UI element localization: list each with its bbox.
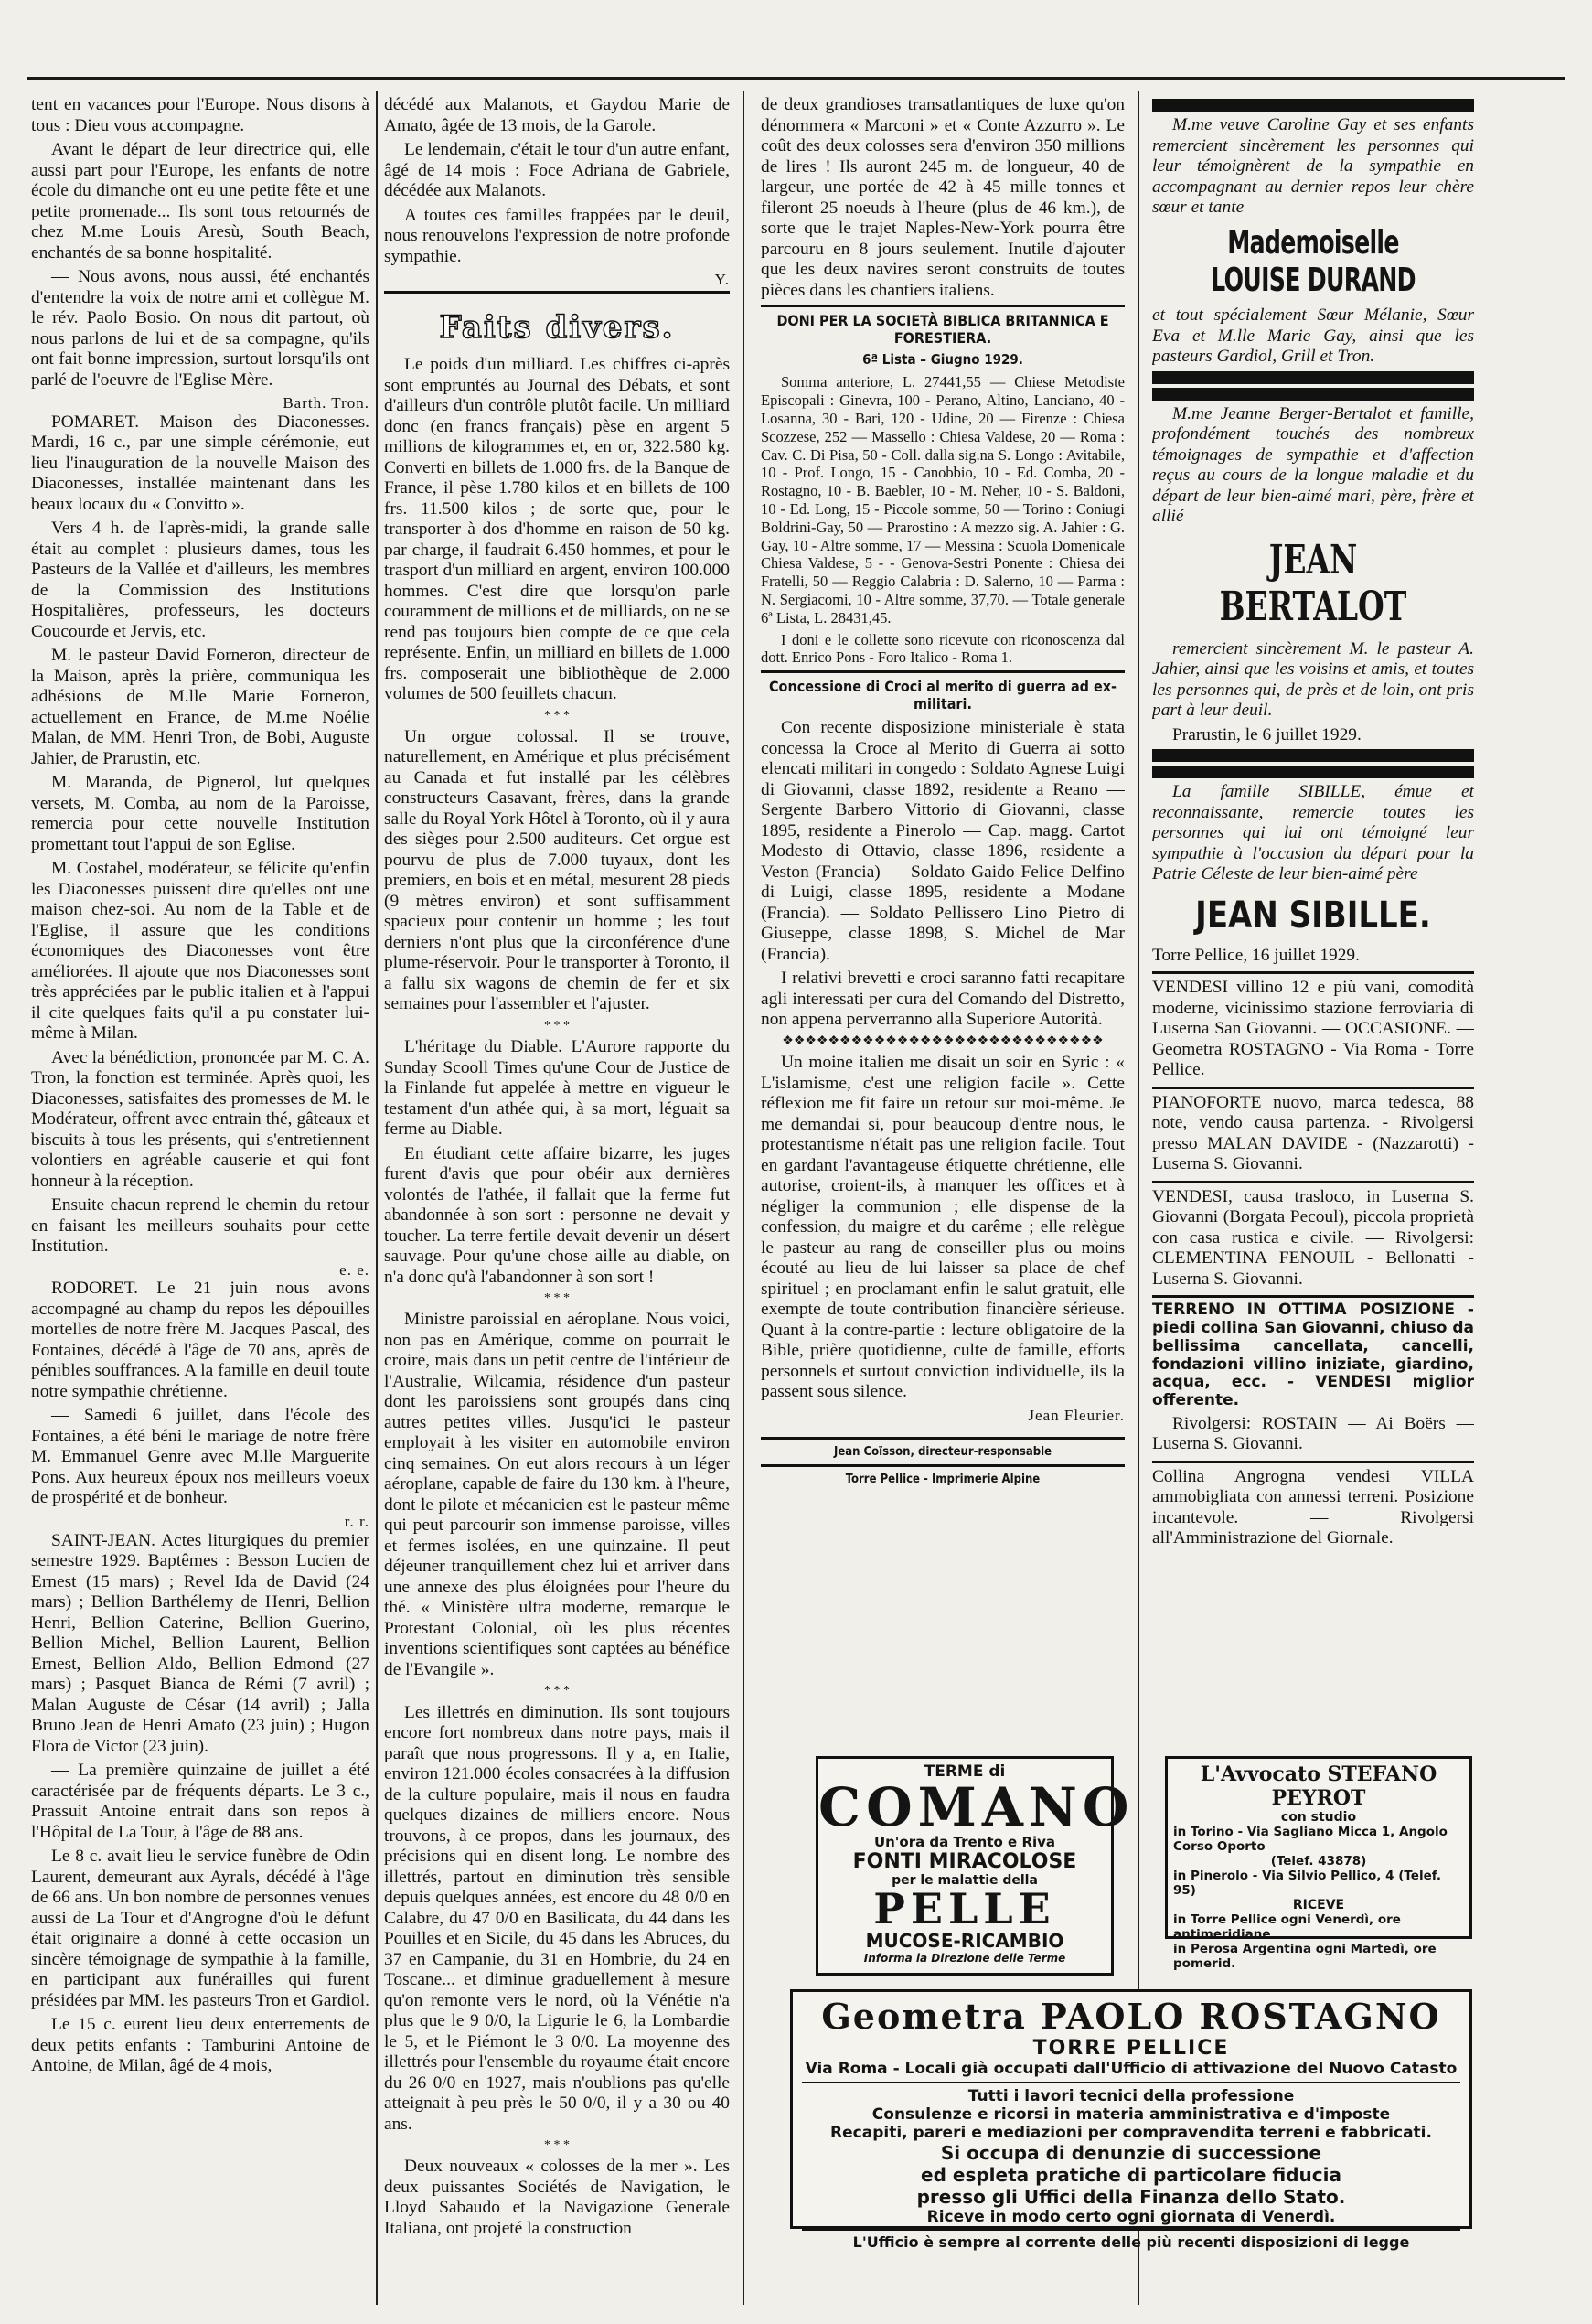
doni-footnote: I doni e le collette sono ricevute con riconoscenza dal dott. Enrico Pons - Foro Italico - Roma 1. — [761, 630, 1125, 667]
classified-ad — [1152, 1087, 1474, 1175]
divider — [802, 2229, 1460, 2231]
article-paragraph: Avant le départ de leur directrice qui, elle aussi part pour l'Europe, les enfants de notre école du dimanche ont eu une petite fête et une petite promenade... Ils sont tous retournés de chez M.me Louis Aresù, South Beach, enchantés de sa bonne hospitalité. — [31, 140, 369, 262]
black-bar — [1152, 749, 1474, 762]
ad-text: VENDESI, causa trasloco, in Luserna S. Giovanni (Borgata Pecoul), piccola proprietà con casa rustica e civile. — Rivolgersi: CLEMENTINA FENOUIL - Bellonatti - Luserna S. Giovanni. — [1152, 1186, 1474, 1289]
ad-line: con studio — [1280, 1810, 1357, 1825]
ad-text: PIANOFORTE nuovo, marca tedesca, 88 note, vendo causa partenza. - Rivolgersi presso MALAN DAVIDE - (Nazzarotti) - Luserna S. Giovanni. — [1152, 1092, 1474, 1174]
divider — [761, 1464, 1125, 1467]
ad-line: FONTI MIRACOLOSE — [852, 1850, 1077, 1873]
separator-stars: * * * — [544, 708, 570, 723]
column-3 — [761, 95, 1125, 1737]
ad-line: in Torino - Via Sagliano Micca 1, Angolo Corso Oporto — [1173, 1825, 1448, 1854]
article-paragraph: Le 15 c. eurent lieu deux enterrements de deux petits enfants : Tamburini Antoine de Antoine, de Milan, âgé de 4 mois, — [31, 2015, 369, 2076]
imprint-director: Jean Coïsson, directeur-responsable — [833, 1445, 1052, 1460]
column-2 — [384, 95, 730, 2308]
ad-line: COMANO — [818, 1776, 1135, 1838]
signature: Y. — [714, 271, 730, 288]
ad-line: Consulenze e ricorsi in materia amministrativa e d'imposte — [871, 2105, 1391, 2124]
ad-line: in Torre Pellice ogni Venerdì, ore antimeridiane — [1173, 1912, 1401, 1942]
news-item: Deux nouveaux « colosses de la mer ». Les deux puissantes Sociétés de Navigation, le Lloyd Sabaudo et la Navigazione Generale Italiana, ont projeté la construction — [384, 2157, 730, 2238]
doni-title: DONI PER LA SOCIETÀ BIBLICA BRITANNICA E FORESTIERA. — [776, 312, 1109, 347]
classified-ad — [1152, 1295, 1474, 1454]
ad-line: L'Ufficio è sempre al corrente delle più recenti disposizioni di legge — [852, 2233, 1410, 2251]
ad-line: in Pinerolo - Via Silvio Pellico, 4 (Telef. 95) — [1173, 1869, 1442, 1898]
notice-text: M.me Jeanne Berger-Bertalot et famille, profondément touchés des nombreux témoignages de sympathie et d'affection reçus au cours de la longue maladie et du départ de leur bien-aimé mari, père, frère et allié — [1152, 403, 1474, 526]
article-paragraph: Con recente disposizione ministeriale è stata concessa la Croce al Merito di Guerra ai sotto elencati militari in congedo : Soldato Agnese Luigi di Giovanni, classe 1892, residente a Reano — Sergente Barbero Vittorio di Giovanni, classe 1895, residente a Pinerolo — Cap. magg. Cartot Modesto di Ottavio, classe 1896, residente a Veston (Francia) — Soldato Gaido Felice Delfino di Luigi, classe 1895, residente a Modane (Francia). — Soldato Pellissero Lino Pietro di Giuseppe, classe 1898, S. Michel de Mar (Francia). — [761, 718, 1125, 964]
ad-line: PELLE — [873, 1884, 1056, 1933]
comano-ad — [816, 1756, 1135, 1976]
article-paragraph: M. Costabel, modérateur, se félicite qu'enfin les Diaconesses puissent dire qu'elles ont une maison chez-soi. Au nom de la Table et de l'Eglise, il assure que les conditions économiques des Diaconesses vont être améliorées. Il ajoute que nos Diaconesses sont très appréciées par le public italien et à l'appui il cite quelques faits qu'il a pu constater lui-même à Milan. — [31, 859, 369, 1044]
ad-line: MUCOSE-RICAMBIO — [865, 1930, 1064, 1952]
article-paragraph: — Samedi 6 juillet, dans l'école des Fontaines, a été béni le mariage de notre frère M. Emmanuel Genre avec M.lle Marguerite Pons. Aux heureux époux nos meilleurs voeux de prospérité et de bonheur. — [31, 1406, 369, 1508]
separator-stars: * * * — [544, 1018, 570, 1033]
article-paragraph: Ensuite chacun reprend le chemin du retour en faisant les meilleurs souhaits pour cette Institution. — [31, 1195, 369, 1257]
notice-text: La famille SIBILLE, émue et reconnaissante, remercie toutes les personnes qui lui ont témoigné leur sympathie à l'occasion du départ pour la Patrie Céleste de leur bien-aimé père — [1152, 782, 1474, 884]
ad-text: Rivolgersi: ROSTAIN — Ai Boërs — Luserna S. Giovanni. — [1152, 1413, 1474, 1454]
croci-title: Concessione di Croci al merito di guerra ad ex-militari. — [768, 678, 1117, 712]
divider — [384, 291, 730, 294]
news-item: Le poids d'un milliard. Les chiffres ci-après sont empruntés au Journal des Débats, et sont d'ailleurs d'un contrôle plutôt facile. Un milliard donc (en francs français) pèse en argent 5 millions de kilogrammes et, en or, 322.580 kg. Converti en billets de 1.000 frs. de la Banque de France, il pèse 1.780 kilos et en billets de 100 frs. 11.500 kilos ; de sorte que, pour le transporter à dos d'homme en raison de 50 kg. par charge, il faudrait 6.450 hommes, et pour le trasport d'un milliard en argent, environ 100.000 hommes. C'est dire que lorsqu'on parle couramment de millions et de milliards, on ne se rend pas toujours bien compte de ce que cela représente. Enfin, un milliard en billets de 1.000 frs. composerait une bibliothèque de 2.000 volumes de 500 feuillets chacun. — [384, 355, 730, 704]
top-rule — [27, 77, 1565, 80]
ad-line: Riceve in modo certo ogni giornata di Venerdì. — [926, 2208, 1336, 2226]
ad-line: Recapiti, pareri e mediazioni per compravendita terreni e fabbricati. — [830, 2124, 1432, 2142]
article-paragraph: SAINT-JEAN. Actes liturgiques du premier semestre 1929. Baptêmes : Besson Lucien de Ernest (15 mars) ; Revel Ida de David (24 mars) ; Bellion Barthélemy de Henri, Bellion Henri, Bellion Caterine, Bellion Guerino, Bellion Michel, Bellion Laurent, Bellion Ernest, Bellion Aldo, Bellion Edmond (27 mars) ; Pasquet Bianca de Rémi (7 avril) ; Malan Auguste de César (14 avril) ; Jalla Bruno Jean de Henri Amato (23 juin) ; Hugon Flora de Victor (23 juin). — [31, 1530, 369, 1756]
signature: Jean Fleurier. — [1028, 1406, 1125, 1424]
ad-line: Si occupa di denunzie di successione — [940, 2142, 1322, 2164]
article-paragraph: POMARET. Maison des Diaconesses. Mardi, 16 c., par une simple cérémonie, eut lieu l'inauguration de la nouvelle Maison des Diaconesses, installée maintenant dans les beaux locaux du « Convitto ». — [31, 412, 369, 514]
signature: Barth. Tron. — [283, 394, 369, 412]
classified-ad — [1152, 1461, 1474, 1549]
doni-subtitle: 6ª Lista – Giugno 1929. — [862, 351, 1023, 369]
divider — [761, 305, 1125, 307]
article-paragraph: M. Maranda, de Pignerol, lut quelques versets, M. Comba, au nom de la Paroisse, remercia pour cette nouvelle Institution promettant tout l'appui de son Eglise. — [31, 773, 369, 854]
divider — [761, 670, 1125, 673]
black-bar — [1152, 766, 1474, 778]
news-item: Ministre paroissial en aéroplane. Nous voici, non pas en Amérique, comme on pourrait le croire, mais dans un petit centre de l'intérieur de l'Australie, Wilcamia, résidence d'un pasteur dont les paroissiens sont groupés dans cinq autres petites villes. Jusqu'ici le pasteur employait à les visiter en automobile environ cinq semaines. On eut alors recours à un léger aéroplane, capable de faire du 130 km. à l'heure, dont le pilote et mécanicien est le pasteur même qui peut parcourir son immense paroisse, villes et fermes isolées, en une quinzaine. Il peut déjeuner tranquillement chez lui et arriver dans une annexe des plus éloignées pour l'heure du thé. « Ministère ultra moderne, remarque le Protestant Colonial, où les plus récentes inventions scientifiques sont captées au bénéfice de l'Evangile ». — [384, 1310, 730, 1679]
ad-line: Geometra PAOLO ROSTAGNO — [821, 1996, 1441, 2037]
separator-stars: * * * — [544, 1291, 570, 1306]
news-item: Un orgue colossal. Il se trouve, naturellement, en Amérique et plus précisément au Canada et fut installé par les célèbres constructeurs Casavant, frères, dans la grande salle du Royal York Hôtel à Toronto, où il y aura des sièges pour 2.500 auditeurs. Cet orgue est pourvu de plus de 7.000 tuyaux, dont les premiers, en bois et en métal, mesurent 28 pieds (9 mètres environ) et sont suffisamment spacieux pour contenir un homme ; les tout derniers n'ont plus que la circonférence d'une plume-réservoir. Pour le transporter à Toronto, il a fallu six wagons de chemin de fer et six semaines pour l'assembler et l'ajuster. — [384, 726, 730, 1014]
black-bar — [1152, 388, 1474, 401]
ad-text: VENDESI villino 12 e più vani, comodità moderne, vicinissimo stazione ferroviaria di Luserna San Giovanni. — OCCASIONE. — Geometra ROSTAGNO - Via Roma - Torre Pellice. — [1152, 978, 1474, 1080]
rostagno-ad — [790, 1989, 1472, 2251]
article-paragraph: Avec la bénédiction, prononcée par M. C. A. Tron, la fonction est terminée. Après quoi, les Diaconesses, satisfaites des promesses de M. le Modérateur, offrent avec entrain thé, gâteaux et biscuits à tous les présents, qui s'entretiennent volontiers en agréable causerie et qui font honneur à la réception. — [31, 1047, 369, 1191]
news-item: L'héritage du Diable. L'Aurore rapporte du Sunday Scooll Times qu'une Cour de Justice de la Finlande fut appelée à mettre en vigueur le testament d'un athée qui, à sa mort, léguait sa ferme au Diable. — [384, 1037, 730, 1140]
ad-line: Via Roma - Locali già occupati dall'Ufficio di attivazione del Nuovo Catasto — [805, 2060, 1458, 2078]
peyrot-ad — [1165, 1756, 1472, 1971]
signature: r. r. — [344, 1512, 369, 1530]
article-paragraph: RODORET. Le 21 juin nous avons accompagné au champ du repos les dépouilles mortelles de notre frère M. Jacques Pascal, des Fontaines, décédé à l'âge de 70 ans, après de pénibles souffrances. A la famille en deuil toute notre sympathie chrétienne. — [31, 1279, 369, 1401]
article-paragraph: — Nous avons, nous aussi, été enchantés d'entendre la voix de notre ami et collègue M. le rév. Paolo Bosio. On nous dit partout, où nous parlons de lui et de sa compagne, qu'ils ont fait bonne impression, surtout lorsqu'ils ont parlé de l'oeuvre de l'Eglise Mère. — [31, 267, 369, 390]
column-rule — [1138, 91, 1139, 2305]
notice-text: et tout spécialement Sœur Mélanie, Sœur Eva et M.lle Marie Gay, ainsi que les pasteurs Gardiol, Grill et Tron. — [1152, 305, 1474, 366]
ad-line: per le malattie della — [892, 1873, 1038, 1888]
notice-name: JEAN BERTALOT — [1219, 536, 1407, 630]
article-paragraph: M. le pasteur David Forneron, directeur de la Maison, après la prière, communiqua les adhésions de M.lle Marie Forneron, actuellement en France, de M.me Noélie Malan, de MM. Henri Tron, de Bobi, Auguste Jahier, de Prarustin, etc. — [31, 646, 369, 768]
article-paragraph: décédé aux Malanots, et Gaydou Marie de Amato, âgée de 13 mois, de la Garole. — [384, 95, 730, 135]
separator-stars: * * * — [544, 1684, 570, 1698]
ornamental-divider: ❖❖❖❖❖❖❖❖❖❖❖❖❖❖❖❖❖❖❖❖❖❖❖❖❖❖❖❖ — [782, 1033, 1104, 1048]
classified-ad — [1152, 971, 1474, 1081]
black-bar — [1152, 371, 1474, 384]
divider — [761, 1437, 1125, 1440]
notice-text: M.me veuve Caroline Gay et ses enfants remercient sincèrement les personnes qui leur témoignèrent de la sympathie en accompagnant au dernier repos leur chère sœur et tante — [1152, 115, 1474, 217]
imprint-printer: Torre Pellice - Imprimerie Alpine — [845, 1473, 1041, 1487]
article-paragraph: A toutes ces familles frappées par le deuil, nous renouvelons l'expression de notre profonde sympathie. — [384, 205, 730, 266]
ad-line: Informa la Direzione delle Terme — [863, 1952, 1066, 1965]
ad-line: presso gli Uffici della Finanza dello Stato. — [916, 2186, 1346, 2208]
article-paragraph: tent en vacances pour l'Europe. Nous disons à tous : Dieu vous accompagne. — [31, 95, 369, 135]
article-paragraph: I relativi brevetti e croci saranno fatti recapitare agli interessati per cura del Comando del Distretto, non appena perverranno alla Superiore Autorità. — [761, 969, 1125, 1030]
section-title: Faits divers. — [439, 308, 675, 346]
notice-date: Prarustin, le 6 juillet 1929. — [1172, 724, 1362, 744]
ad-line: (Telef. 43878) — [1270, 1854, 1367, 1869]
doni-list: Somma anteriore, L. 27441,55 — Chiese Metodiste Episcopali : Ginevra, 100 - Perano, Altino, Lanciano, 40 - Losanna, 30 - Bari, 120 - Udine, 20 — Firenze : Chiesa Scozzese, 252 — Massello : Chiesa Valdese, 20 — Roma : Cav. C. Di Pisa, 50 - Coll. dalla sig.na S. Longo : Avitabile, 10 - Prof. Longo, 15 - Canobbio, 10 - Ed. Comba, 20 - Rostagno, 10 - B. Baebler, 10 - M. Neher, 10 - S. Baldoni, 10 - Ed. Long, 15 - Piccole somme, 50 — Torino : Coniugi Boldrini-Gay, 50 — Prarostino : A mezzo sig. A. Jahier : G. Gay, 10 - Altre somme, 17 — Messina : Scuola Domenicale Chiesa Valdese, 5 - - Genova-Sestri Ponente : Chiesa dei Fratelli, 50 — Reggio Calabria : D. Salerno, 10 — Parma : N. Sergiacomi, 10 - Altre somme, 37,70. — Totale generale 6ª Lista, L. 28431,45. — [761, 373, 1125, 627]
column-rule — [743, 91, 744, 2305]
signature: e. e. — [339, 1260, 369, 1279]
column-rule — [376, 91, 378, 2305]
article-paragraph: Le 8 c. avait lieu le service funèbre de Odin Laurent, demeurant aux Ayrals, décédé à l'âge de 66 ans. Un bon nombre de personnes venues aussi de La Tour et d'Angrogne d'où le défunt était originaire a donné à cette occasion un sincère témoignage de sympathie à la famille, en participant aux funérailles qui furent présidées par MM. les pasteurs Tron et Gardiol. — [31, 1847, 369, 2010]
notice-name: Mademoiselle LOUISE DURAND — [1211, 223, 1416, 300]
article-paragraph: Un moine italien me disait un soir en Syric : « L'islamisme, c'est une religion facile ». Cette réflexion me fit faire un retour sur moi-même. Je me demandai si, pour beaucoup d'entre nous, le protestantisme n'était pas une religion facile. Tout en gardant l'avantageuse étiquette chrétienne, elle autorise, croient-ils, à manquer les offices et à négliger la communion ; elle dispense de la confession, du maigre et du carême ; elle relègue le pasteur au rang de conseiller plus ou moins écouté au lieu de lui laisser sa place de chef spirituel ; en proclamant enfin le salut gratuit, elle exempte de toute contribution financière sérieuse. Quant à la contre-partie : lecture obligatoire de la Bible, prière quotidienne, culte de famille, efforts personnels et surtout conviction individuelle, ils la passent sous silence. — [761, 1053, 1125, 1402]
column-4 — [1152, 95, 1474, 1604]
ad-line: Tutti i lavori tecnici della professione — [967, 2087, 1295, 2105]
notice-name: JEAN SIBILLE. — [1195, 894, 1431, 937]
divider — [802, 2082, 1460, 2083]
article-paragraph: Vers 4 h. de l'après-midi, la grande salle était au complet : plusieurs dames, tous les Pasteurs de la Vallée et d'ailleurs, les membres de la Commission des Institutions Hospitalières, professeurs, les docteurs Coucourde et Jervis, etc. — [31, 519, 369, 641]
ad-line: RICEVE — [1292, 1898, 1345, 1912]
ad-text: Collina Angrogna vendesi VILLA ammobigliata con annessi terreni. Posizione incantevole. — Rivolgersi all'Amministrazione del Giornale. — [1152, 1466, 1474, 1548]
ad-line: L'Avvocato STEFANO PEYROT — [1200, 1762, 1437, 1810]
column-1 — [31, 95, 369, 2308]
ad-line: TORRE PELLICE — [1032, 2037, 1230, 2060]
news-item: En étudiant cette affaire bizarre, les juges furent d'avis que pour obéir aux dernières volontés de l'athée, il fallait que la ferme fut abandonnée à son sort : personne ne devait y toucher. La terre fertile devait devenir un désert sauvage. Pour qu'une chose aille au diable, on n'a donc qu'à l'abandonner à son sort ! — [384, 1143, 730, 1287]
separator-stars: * * * — [544, 2138, 570, 2153]
ad-line: TERME di — [924, 1762, 1006, 1781]
notice-text: remercient sincèrement M. le pasteur A. Jahier, ainsi que les voisins et amis, et toutes les personnes qui, de près et de loin, ont pris part à leur deuil. — [1152, 638, 1474, 721]
ad-line: ed espleta pratiche di particolare fiducia — [921, 2164, 1341, 2186]
news-item: Les illettrés en diminution. Ils sont toujours encore fort nombreux dans notre pays, mais il paraît que nous progressons. Il y a, en Italie, environ 121.000 écoles consacrées à la diffusion de la culture populaire, mais il nous en faudra quelques dizaines de milliers encore. Nous trouvons, à ce propos, dans les journaux, des précisions qui en disent long. Le nombre des illettrés, partout en diminution très sensible depuis quelques années, est encore du 48 0/0 en Calabre, du 47 0/0 en Basilicata, du 44 dans les Pouilles et en Sicile, du 45 dans les Abruces, du 37 en Campanie, du 31 en Hombrie, du 24 en Toscane... et diminue graduellement à mesure qu'on remonte vers le nord, où la Vénétie n'a plus que le 9 0/0, la Ligurie le 6, la Lombardie le 5, et le Piémont le 3 0/0. La moyenne des illettrés pour l'ensemble du royaume était encore du 26 0/0 en 1927, mais n'oublions pas qu'elle atteignait à peu près le 50 0/0, il y a 30 ou 40 ans. — [384, 1702, 730, 2134]
ad-line: in Perosa Argentina ogni Martedì, ore pomerid. — [1173, 1942, 1437, 1971]
classified-ad — [1152, 1181, 1474, 1291]
ad-line: Un'ora da Trento e Riva — [873, 1834, 1056, 1850]
article-paragraph: — La première quinzaine de juillet a été caractérisée par de fréquents départs. Le 3 c., Prassuit Antoine entrait dans son repos à l'Hôpital de La Tour, à l'âge de 88 ans. — [31, 1761, 369, 1842]
notice-date: Torre Pellice, 16 juillet 1929. — [1152, 945, 1360, 965]
article-paragraph: Le lendemain, c'était le tour d'un autre enfant, âgé de 14 mois : Foce Adriana de Gabriele, décédée aux Malanots. — [384, 140, 730, 200]
black-bar — [1152, 99, 1474, 112]
article-paragraph: de deux grandioses transatlantiques de luxe qu'on dénommera « Marconi » et « Conte Azzurro ». Le coût des deux colosses sera d'environ 350 millions de lires ! Ils auront 245 m. de longueur, 40 de largeur, une portée de 42 à 45 mille tonnes et fileront 25 noeuds à l'heure (plus de 46 km.), de sorte que le trajet Naples-New-York pourra être parcouru en 8 jours seulement. Inutile d'ajouter que les deux navires seront construits de toutes pièces dans les chantiers italiens. — [761, 95, 1125, 300]
ad-text: TERRENO IN OTTIMA POSIZIONE - piedi collina San Giovanni, chiuso da bellissima cancellata, cancelli, fondazioni villino iniziate, giardino, acqua, ecc. - VENDESI miglior offerente. — [1152, 1301, 1474, 1410]
